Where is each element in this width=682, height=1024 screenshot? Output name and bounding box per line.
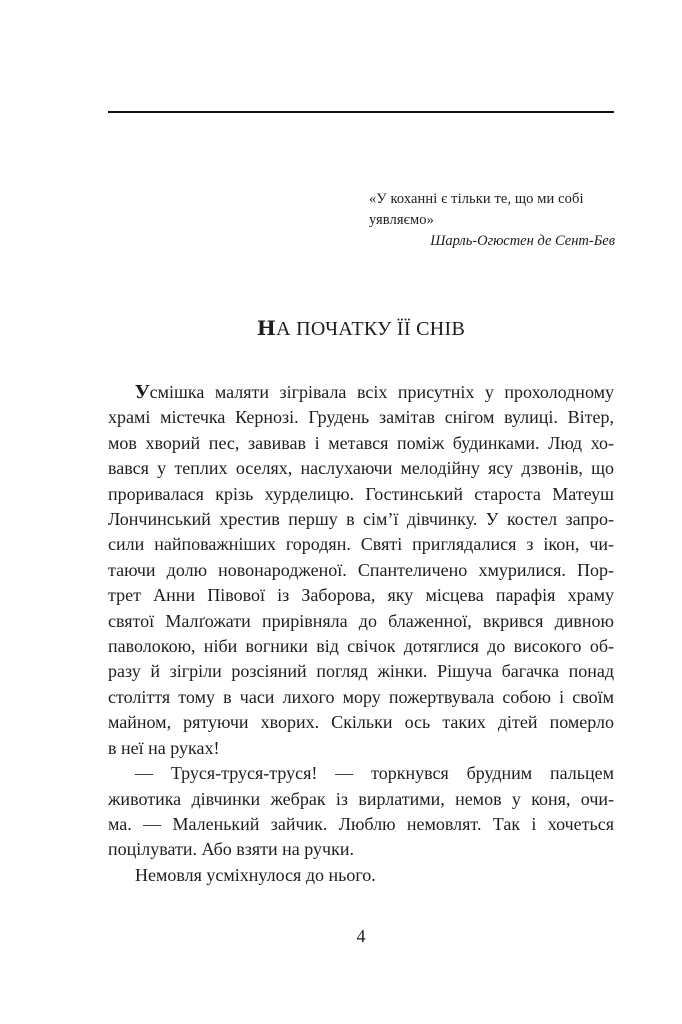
- decorative-initial: Н: [256, 316, 277, 340]
- text-line: трет Анни Півової із Заборова, яку місцева парафія храму: [108, 585, 614, 606]
- page-number: 4: [356, 926, 366, 946]
- body-text: [108, 380, 614, 888]
- text-line: сили найповажніших городян. Святі приглядалися з ікон, чи-: [108, 534, 614, 555]
- epigraph: [369, 189, 615, 252]
- header-rule: [108, 111, 614, 113]
- text-line: проривалася крізь хурделицю. Гостинський староста Матеуш: [108, 483, 614, 504]
- text-line: животика дівчинки жебрак із вирлатими, немов у коня, очи-: [108, 788, 614, 809]
- text-line: святої Малґожати прирівняла до блаженної, вкрився дивною: [108, 610, 614, 631]
- text-line: таючи долю новонародженої. Спантеличено хмурилися. Пор-: [108, 559, 614, 580]
- epigraph-quote-line: уявляємо»: [369, 212, 434, 228]
- epigraph-author: Шарль-Огюстен де Сент-Бев: [430, 233, 615, 249]
- text-line: [108, 380, 614, 405]
- chapter-title-text: А ПОЧАТКУ ЇЇ СНІВ: [276, 318, 466, 340]
- text-line: майном, рятуючи хворих. Скільки ось таких дітей померло: [108, 712, 614, 733]
- chapter-title: [108, 316, 614, 341]
- text-line: храмі містечка Кернозі. Грудень замітав снігом вулиці. Вітер,: [108, 407, 614, 428]
- paragraph: [108, 863, 614, 888]
- epigraph-quote-line: «У коханні є тільки те, що ми собі: [369, 191, 584, 207]
- text-line: ма. — Маленький зайчик. Люблю немовлят. Так і хочеться: [108, 813, 614, 834]
- paragraph: [108, 380, 614, 761]
- text-line-content: смішка маляти зігрівала всіх присутніх у прохолодному: [149, 382, 614, 402]
- text-line: Лончинський хрестив першу в сім’ї дівчинку. У костел запро-: [108, 509, 614, 530]
- text-line: століття тому в часи лихого мору пожертвувала собою і своїм: [108, 686, 614, 707]
- text-line: — Труся-труся-труся! — торкнувся брудним пальцем: [135, 763, 614, 784]
- text-line: вався у теплих оселях, наслухаючи мелодійну ясу дзвонів, що: [108, 458, 614, 479]
- decorative-initial: У: [135, 382, 150, 403]
- text-line: в неї на руках!: [108, 737, 220, 758]
- epigraph-quote: [369, 189, 615, 231]
- text-line: Немовля усміхнулося до нього.: [135, 864, 376, 885]
- paragraph: [108, 761, 614, 863]
- text-line: поцілувати. Або взяти на ручки.: [108, 839, 354, 860]
- text-line: паволокою, ніби вогники від свічок дотяглися до високого об-: [108, 636, 614, 657]
- text-line: разу й зігріли розсіяний погляд жінки. Рішуча багачка понад: [108, 661, 614, 682]
- text-line: мов хворий пес, завивав і метався поміж будинками. Люд хо-: [108, 432, 614, 453]
